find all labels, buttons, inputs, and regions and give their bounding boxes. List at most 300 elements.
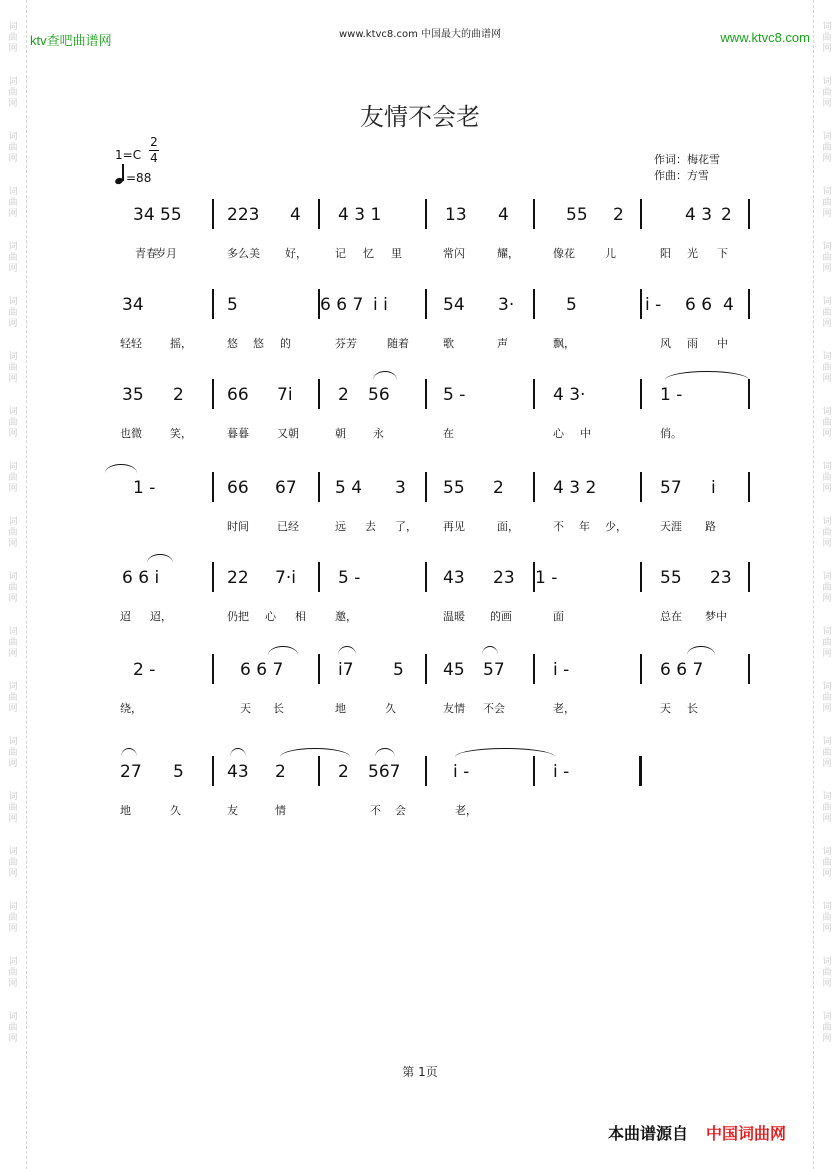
note-group: 66 <box>227 385 249 405</box>
watermark-glyph: 词 <box>822 902 832 912</box>
watermark-glyph: 曲 <box>822 748 832 758</box>
lyric-syllable: 迢， <box>150 610 172 623</box>
lyric-syllable: 多么美 <box>227 247 260 260</box>
note-group: 55 <box>566 205 588 225</box>
watermark-glyph: 词 <box>8 297 18 307</box>
watermark-glyph: 网 <box>8 319 18 329</box>
bar-line <box>318 756 320 786</box>
watermark-glyph: 网 <box>8 594 18 604</box>
bar-line <box>640 199 642 229</box>
watermark-glyph: 网 <box>8 759 18 769</box>
lyric-syllable: 岁月 <box>155 247 177 260</box>
bar-line <box>318 379 320 409</box>
note-group: 5 <box>173 762 184 782</box>
bar-line <box>533 379 535 409</box>
lyric-syllable: 心 <box>265 610 276 623</box>
lyric-syllable: 也微 <box>120 427 142 440</box>
lyric-syllable: 迢 <box>120 610 131 623</box>
lyric-syllable: 总在 <box>660 610 682 623</box>
watermark-glyph: 网 <box>822 209 832 219</box>
watermark-glyph: 网 <box>8 924 18 934</box>
watermark-glyph: 网 <box>822 704 832 714</box>
note-group: 23 <box>710 568 732 588</box>
lyric-syllable: 永 <box>373 427 384 440</box>
note-group: 5 4 <box>335 478 363 498</box>
key-signature: 1=C <box>115 148 142 162</box>
lyric-syllable: 摇， <box>170 337 192 350</box>
lyric-syllable: 相 <box>295 610 306 623</box>
note-group: 1 - <box>660 385 683 405</box>
bar-line <box>748 654 750 684</box>
note-group: 4 <box>290 205 301 225</box>
slur-mark <box>665 371 749 380</box>
bar-line <box>533 472 535 502</box>
bar-line <box>640 379 642 409</box>
watermark-glyph: 曲 <box>822 968 832 978</box>
note-group: 34 55 <box>133 205 182 225</box>
watermark-glyph: 词 <box>822 352 832 362</box>
note-group: 2 <box>721 205 732 225</box>
note-group: 6 6 <box>685 295 713 315</box>
lyric-syllable: 好， <box>285 247 307 260</box>
note-group: 43 <box>227 762 249 782</box>
bar-line <box>425 472 427 502</box>
lyric-syllable: 情 <box>275 804 286 817</box>
lyric-syllable: 耀， <box>497 247 519 260</box>
watermark-glyph: 网 <box>8 649 18 659</box>
watermark-glyph: 曲 <box>822 803 832 813</box>
watermark-glyph: 曲 <box>822 528 832 538</box>
watermark-glyph: 曲 <box>822 33 832 43</box>
note-group: 7·i <box>275 568 296 588</box>
watermark-glyph: 网 <box>822 1034 832 1044</box>
lyric-syllable: 芬芳 <box>335 337 357 350</box>
lyric-syllable: 去 <box>365 520 376 533</box>
watermark-glyph: 曲 <box>8 968 18 978</box>
watermark-glyph: 曲 <box>8 858 18 868</box>
lyric-syllable: 轻轻 <box>120 337 142 350</box>
lyric-syllable: 天涯 <box>660 520 682 533</box>
watermark-glyph: 词 <box>8 847 18 857</box>
source-brand[interactable]: 中国词曲网 <box>706 1124 787 1143</box>
watermark-glyph: 曲 <box>8 198 18 208</box>
note-group: 2 <box>338 762 349 782</box>
lyric-syllable: 地 <box>335 702 346 715</box>
lyric-syllable: 长 <box>273 702 284 715</box>
right-watermark-strip <box>813 0 840 1169</box>
watermark-glyph: 曲 <box>822 913 832 923</box>
watermark-glyph: 词 <box>822 1012 832 1022</box>
watermark-glyph: 词 <box>8 737 18 747</box>
watermark-glyph: 曲 <box>822 473 832 483</box>
note-group: 2 <box>493 478 504 498</box>
note-group: 56 <box>368 385 390 405</box>
watermark-glyph: 网 <box>822 759 832 769</box>
note-group: 22 <box>227 568 249 588</box>
watermark-glyph: 网 <box>8 154 18 164</box>
note-group: 2 - <box>133 660 156 680</box>
lyric-syllable: 中 <box>580 427 591 440</box>
lyric-syllable: 邀， <box>335 610 357 623</box>
watermark-glyph: 词 <box>822 682 832 692</box>
lyric-syllable: 悠 <box>227 337 238 350</box>
watermark-glyph: 词 <box>822 792 832 802</box>
watermark-glyph: 网 <box>822 264 832 274</box>
watermark-glyph: 网 <box>8 1034 18 1044</box>
lyric-syllable: 悠 <box>253 337 264 350</box>
bar-line <box>640 472 642 502</box>
bar-line <box>748 289 750 319</box>
note-group: 4 3 2 <box>553 478 597 498</box>
note-group: 57 <box>483 660 505 680</box>
watermark-glyph: 网 <box>822 539 832 549</box>
lyric-syllable: 光 <box>687 247 698 260</box>
bar-line <box>640 562 642 592</box>
lyric-syllable: 俏。 <box>660 427 682 440</box>
watermark-glyph: 网 <box>8 44 18 54</box>
watermark-glyph: 网 <box>8 429 18 439</box>
lyric-syllable: 不会 <box>483 702 505 715</box>
bar-line <box>748 472 750 502</box>
watermark-glyph: 网 <box>8 264 18 274</box>
lyric-syllable: 随着 <box>387 337 409 350</box>
note-group: 5 <box>393 660 404 680</box>
lyric-syllable: 仍把 <box>227 610 249 623</box>
lyric-syllable: 雨 <box>687 337 698 350</box>
slur-mark <box>373 371 397 380</box>
header-site-url[interactable]: www.ktvc8.com <box>720 30 810 45</box>
watermark-glyph: 词 <box>822 572 832 582</box>
watermark-glyph: 曲 <box>822 88 832 98</box>
note-group: 5 - <box>338 568 361 588</box>
lyric-syllable: 像花 <box>553 247 575 260</box>
lyric-syllable: 常闪 <box>443 247 465 260</box>
watermark-glyph: 曲 <box>8 803 18 813</box>
slur-mark <box>147 554 173 563</box>
lyric-syllable: 的画 <box>490 610 512 623</box>
note-group: 45 <box>443 660 465 680</box>
lyric-syllable: 青春 <box>135 247 157 260</box>
lyric-syllable: 面， <box>497 520 519 533</box>
lyric-syllable: 中 <box>717 337 728 350</box>
note-group: 1 - <box>133 478 156 498</box>
note-group: i i <box>373 295 388 315</box>
lyric-syllable: 已经 <box>277 520 299 533</box>
lyric-syllable: 忆 <box>363 247 374 260</box>
note-group: 5 <box>566 295 577 315</box>
watermark-glyph: 曲 <box>8 88 18 98</box>
watermark-glyph: 曲 <box>822 693 832 703</box>
lyric-syllable: 了， <box>395 520 417 533</box>
lyric-syllable: 不 <box>370 804 381 817</box>
watermark-glyph: 词 <box>8 957 18 967</box>
watermark-glyph: 词 <box>8 187 18 197</box>
slur-mark <box>338 646 356 655</box>
header-site-slogan: www.ktvc8.com 中国最大的曲谱网 <box>338 29 501 40</box>
watermark-glyph: 网 <box>822 429 832 439</box>
slur-mark <box>230 748 246 757</box>
lyric-syllable: 笑， <box>170 427 192 440</box>
bar-line <box>212 379 214 409</box>
watermark-glyph: 曲 <box>822 858 832 868</box>
watermark-glyph: 曲 <box>8 143 18 153</box>
watermark-glyph: 曲 <box>8 1023 18 1033</box>
slur-mark <box>482 646 498 655</box>
watermark-glyph: 词 <box>822 187 832 197</box>
lyric-syllable: 友 <box>227 804 238 817</box>
lyric-syllable: 在 <box>443 427 454 440</box>
time-signature <box>148 136 160 165</box>
note-group: 55 <box>443 478 465 498</box>
lyric-syllable: 飘， <box>553 337 575 350</box>
slur-mark <box>455 748 555 757</box>
watermark-glyph: 网 <box>822 484 832 494</box>
watermark-glyph: 曲 <box>8 33 18 43</box>
header-site-name: ktv查吧曲谱网 <box>30 33 112 48</box>
watermark-glyph: 词 <box>822 242 832 252</box>
watermark-glyph: 词 <box>822 132 832 142</box>
bar-line <box>425 654 427 684</box>
note-group: 5 - <box>443 385 466 405</box>
note-group: 4 <box>723 295 734 315</box>
note-group: 55 <box>660 568 682 588</box>
note-group: 2 <box>613 205 624 225</box>
note-group: i7 <box>338 660 354 680</box>
bar-line <box>533 289 535 319</box>
note-group: 1 - <box>535 568 558 588</box>
time-signature-bottom: 4 <box>150 151 158 165</box>
lyric-syllable: 老， <box>455 804 477 817</box>
note-group: 67 <box>275 478 297 498</box>
note-group: 2 <box>275 762 286 782</box>
watermark-glyph: 曲 <box>8 638 18 648</box>
slur-mark <box>375 748 395 757</box>
page-number: 第 1页 <box>402 1065 438 1079</box>
watermark-glyph: 曲 <box>8 583 18 593</box>
lyric-syllable: 记 <box>335 247 346 260</box>
watermark-glyph: 词 <box>8 462 18 472</box>
watermark-glyph: 曲 <box>8 913 18 923</box>
watermark-glyph: 词 <box>822 517 832 527</box>
lyric-syllable: 阳 <box>660 247 671 260</box>
watermark-glyph: 词 <box>8 682 18 692</box>
watermark-glyph: 词 <box>8 517 18 527</box>
lyricist: 作词：梅花雪 <box>654 153 720 166</box>
watermark-glyph: 词 <box>8 352 18 362</box>
source-credit <box>608 1121 786 1144</box>
lyric-syllable: 声 <box>497 337 508 350</box>
watermark-glyph: 网 <box>822 594 832 604</box>
bar-line <box>748 379 750 409</box>
lyric-syllable: 又朝 <box>277 427 299 440</box>
left-watermark-strip <box>0 0 27 1169</box>
watermark-glyph: 词 <box>822 462 832 472</box>
watermark-glyph: 网 <box>8 704 18 714</box>
bar-line <box>640 654 642 684</box>
lyric-syllable: 歌 <box>443 337 454 350</box>
watermark-glyph: 曲 <box>822 253 832 263</box>
watermark-glyph: 词 <box>8 22 18 32</box>
watermark-glyph: 词 <box>822 407 832 417</box>
watermark-glyph: 网 <box>8 869 18 879</box>
note-group: 3· <box>498 295 515 315</box>
watermark-glyph: 词 <box>822 957 832 967</box>
watermark-glyph: 网 <box>822 979 832 989</box>
watermark-glyph: 网 <box>822 649 832 659</box>
lyric-syllable: 儿 <box>605 247 616 260</box>
watermark-glyph: 网 <box>822 99 832 109</box>
watermark-glyph: 词 <box>822 77 832 87</box>
watermark-glyph: 曲 <box>822 143 832 153</box>
watermark-glyph: 网 <box>8 539 18 549</box>
note-group: 6 6 7 <box>320 295 364 315</box>
lyric-syllable: 不 <box>553 520 564 533</box>
lyric-syllable: 时间 <box>227 520 249 533</box>
watermark-glyph: 曲 <box>8 748 18 758</box>
lyric-syllable: 下 <box>717 247 728 260</box>
watermark-glyph: 曲 <box>822 418 832 428</box>
note-group: 223 <box>227 205 260 225</box>
lyric-syllable: 朝 <box>335 427 346 440</box>
lyric-syllable: 路 <box>705 520 716 533</box>
note-group: 3 <box>395 478 406 498</box>
bar-line <box>318 472 320 502</box>
lyric-syllable: 温暖 <box>443 610 465 623</box>
watermark-glyph: 网 <box>822 44 832 54</box>
note-group: 43 <box>443 568 465 588</box>
lyric-syllable: 梦中 <box>705 610 727 623</box>
lyric-syllable: 面 <box>553 610 564 623</box>
watermark-glyph: 曲 <box>822 198 832 208</box>
watermark-glyph: 曲 <box>8 693 18 703</box>
lyric-syllable: 远 <box>335 520 346 533</box>
quarter-note-stem <box>122 164 124 181</box>
slur-mark <box>121 748 137 757</box>
lyric-syllable: 天 <box>240 702 251 715</box>
watermark-glyph: 词 <box>8 792 18 802</box>
lyric-syllable: 会 <box>395 804 406 817</box>
lyric-syllable: 年 <box>579 520 590 533</box>
watermark-glyph: 词 <box>8 572 18 582</box>
note-group: i <box>711 478 716 498</box>
note-group: 5 <box>227 295 238 315</box>
bar-line <box>533 654 535 684</box>
slur-mark <box>268 646 298 655</box>
watermark-glyph: 网 <box>822 374 832 384</box>
lyric-syllable: 天 <box>660 702 671 715</box>
lyric-syllable: 里 <box>391 247 402 260</box>
lyric-syllable: 暮暮 <box>227 427 249 440</box>
watermark-glyph: 曲 <box>8 528 18 538</box>
watermark-glyph: 网 <box>8 814 18 824</box>
watermark-glyph: 曲 <box>822 1023 832 1033</box>
note-group: 7i <box>277 385 293 405</box>
note-group: 57 <box>660 478 682 498</box>
bar-line <box>748 562 750 592</box>
watermark-glyph: 网 <box>8 979 18 989</box>
watermark-glyph: 曲 <box>8 308 18 318</box>
watermark-glyph: 词 <box>822 22 832 32</box>
bar-line <box>212 562 214 592</box>
bar-line <box>212 199 214 229</box>
watermark-glyph: 词 <box>822 847 832 857</box>
note-group: 27 <box>120 762 142 782</box>
note-group: 4 <box>498 205 509 225</box>
bar-line <box>533 199 535 229</box>
song-title: 友情不会老 <box>360 103 480 131</box>
lyric-syllable: 风 <box>660 337 671 350</box>
note-group: 2 <box>338 385 349 405</box>
note-group: i - <box>453 762 470 782</box>
bar-line <box>212 654 214 684</box>
bar-line <box>318 562 320 592</box>
lyric-syllable: 长 <box>687 702 698 715</box>
watermark-glyph: 词 <box>822 737 832 747</box>
composer: 作曲：方雪 <box>654 169 709 182</box>
bar-line <box>748 199 750 229</box>
lyric-syllable: 心 <box>553 427 564 440</box>
lyric-syllable: 再见 <box>443 520 465 533</box>
bar-line <box>212 756 214 786</box>
lyric-syllable: 绕， <box>120 702 142 715</box>
note-group: 567 <box>368 762 401 782</box>
watermark-glyph: 曲 <box>8 363 18 373</box>
watermark-glyph: 词 <box>8 132 18 142</box>
credits <box>654 152 720 184</box>
watermark-glyph: 词 <box>822 627 832 637</box>
watermark-glyph: 词 <box>8 902 18 912</box>
lyric-syllable: 老， <box>553 702 575 715</box>
note-group: 4 3· <box>553 385 586 405</box>
note-group: 2 <box>173 385 184 405</box>
note-group: 35 <box>122 385 144 405</box>
watermark-glyph: 网 <box>8 209 18 219</box>
watermark-glyph: 曲 <box>8 473 18 483</box>
watermark-glyph: 曲 <box>822 308 832 318</box>
note-group: 34 <box>122 295 144 315</box>
bar-line <box>318 199 320 229</box>
watermark-glyph: 网 <box>8 484 18 494</box>
note-group: i - <box>645 295 662 315</box>
lyric-syllable: 友情 <box>443 702 465 715</box>
lyric-syllable: 的 <box>280 337 291 350</box>
watermark-glyph: 曲 <box>8 253 18 263</box>
bar-line <box>425 756 427 786</box>
watermark-glyph: 网 <box>822 869 832 879</box>
bar-line <box>425 289 427 319</box>
watermark-glyph: 网 <box>822 154 832 164</box>
watermark-glyph: 词 <box>8 242 18 252</box>
watermark-glyph: 词 <box>8 77 18 87</box>
bar-line <box>425 562 427 592</box>
watermark-glyph: 曲 <box>822 363 832 373</box>
note-group: 66 <box>227 478 249 498</box>
note-group: i - <box>553 660 570 680</box>
bar-line <box>318 654 320 684</box>
watermark-glyph: 网 <box>8 99 18 109</box>
bar-line <box>533 756 535 786</box>
bar-line <box>425 379 427 409</box>
slur-mark <box>687 646 715 655</box>
note-group: 6 6 7 <box>240 660 284 680</box>
slur-mark <box>280 748 350 757</box>
note-group: 54 <box>443 295 465 315</box>
watermark-glyph: 曲 <box>8 418 18 428</box>
note-group: 6 6 i <box>122 568 160 588</box>
bar-line <box>212 472 214 502</box>
lyric-syllable: 地 <box>120 804 131 817</box>
watermark-glyph: 词 <box>8 1012 18 1022</box>
